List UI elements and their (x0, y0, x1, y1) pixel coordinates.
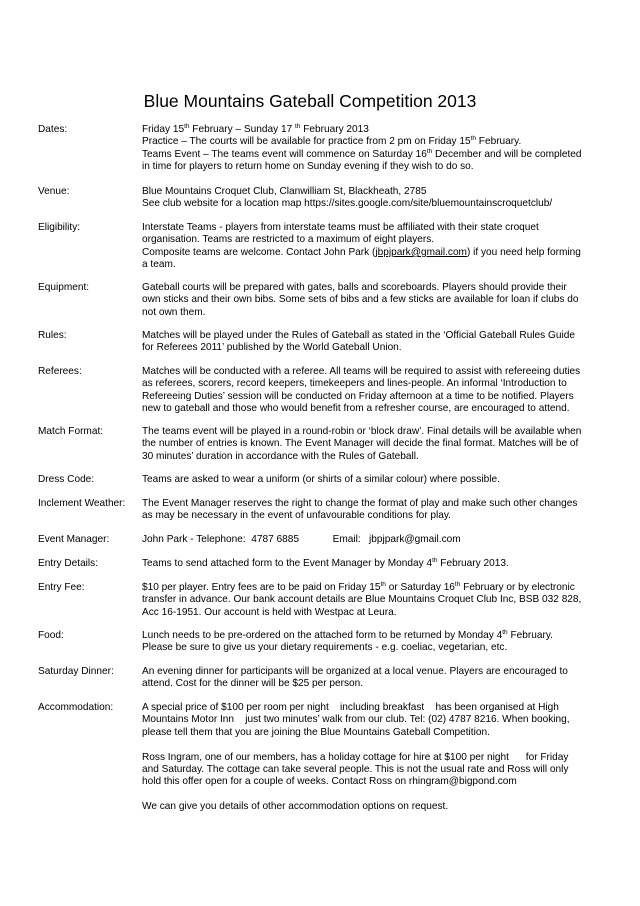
superscript: th (380, 581, 386, 588)
section-label: Saturday Dinner: (38, 666, 114, 677)
text-line (142, 582, 612, 594)
text-line: Matches will be played under the Rules of Gateball as stated in the ‘Official Gateball Rules Guide (142, 330, 575, 341)
text-line (142, 630, 612, 642)
practice-line (142, 136, 612, 148)
text-line: The teams event will be played in a round-robin or ‘block draw’. Final details will be available when (142, 426, 582, 437)
section-content (142, 330, 612, 355)
text-line: Refereeing Duties’ session will be conducted on Friday afternoon at a time to be notified. Players (142, 390, 574, 402)
text: Composite teams are welcome. Contact John Park ( (142, 246, 376, 258)
text: February. (476, 136, 522, 148)
superscript: th (454, 581, 461, 588)
text-line: A special price of $100 per room per night including breakfast has been organised at High (142, 702, 559, 713)
section-label: Dates: (38, 124, 68, 135)
section-content (142, 666, 612, 691)
text-line (142, 558, 612, 570)
text: or Saturday 16 (385, 582, 455, 593)
text-line: Teams are asked to wear a uniform (or shirts of a similar colour) where possible. (142, 474, 500, 485)
text-line: a team. (142, 259, 176, 271)
superscript: th (502, 629, 508, 636)
section-label: Equipment: (38, 282, 90, 293)
section-label: Match Format: (38, 426, 104, 437)
text-line: See club website for a location map https://sites.google.com/site/bluemountainscroquetclub/ (142, 198, 553, 210)
text: ) if you need help forming (466, 246, 581, 258)
text-line: hold this offer open for a couple of weeks. Contact Ross on rhingram@bigpond.com (142, 776, 517, 788)
teams-event-line (142, 149, 612, 161)
text-line: Matches will be conducted with a referee. All teams will be required to assist with refereeing duties (142, 366, 581, 377)
text-line: An evening dinner for participants will be organized at a local venue. Players are encouraged to (142, 666, 568, 677)
section-content (142, 186, 612, 211)
superscript: th (470, 135, 476, 143)
section-content (142, 426, 612, 463)
text: February. (507, 630, 553, 641)
section-content (142, 582, 612, 619)
dates-line (142, 124, 612, 136)
text-line: the number of entries is known. The Event Manager will decide the final format. Matches will be of (142, 438, 579, 450)
text: Lunch needs to be pre-ordered on the attached form to be returned by Monday 4 (142, 630, 503, 641)
text-line: for Referees 2011’ published by the World Gateball Union. (142, 342, 402, 354)
section-label: Event Manager: (38, 534, 110, 545)
section-content (142, 474, 612, 486)
text: February or by electronic (460, 582, 575, 593)
superscript: th (432, 557, 438, 564)
text: February – Sunday 17 (189, 124, 295, 135)
text-line: organisation. Teams are restricted to a maximum of eight players. (142, 234, 435, 246)
text-line: in time for players to return home on Sunday evening if they wish to do so. (142, 161, 474, 173)
section-label: Entry Details: (38, 558, 99, 569)
text-line: and Saturday. The cottage can take several people. This is not the usual rate and Ross will only (142, 764, 569, 776)
paragraph-spacer (142, 789, 612, 801)
contact-line (142, 247, 612, 259)
text-line: Blue Mountains Croquet Club, Clanwilliam St, Blackheath, 2785 (142, 186, 427, 197)
text: Friday 15 (142, 124, 185, 135)
section-label: Accommodation: (38, 702, 114, 713)
section-label: Inclement Weather: (38, 498, 126, 509)
text-line: Gateball courts will be prepared with gates, balls and scoreboards. Players should provide their (142, 282, 567, 293)
text-line: attend. Cost for the dinner will be $25 per person. (142, 678, 364, 690)
superscript: th (426, 147, 433, 155)
section-label: Entry Fee: (38, 582, 85, 593)
text-line: John Park - Telephone: 4787 6885 Email: jbpjpark@gmail.com (142, 534, 461, 545)
section-content (142, 534, 612, 546)
section-content (142, 630, 612, 655)
section-label: Eligibility: (38, 222, 81, 233)
text-line: transfer in advance. Our bank account details are Blue Mountains Croquet Club Inc, BSB 032 828, (142, 594, 582, 606)
section-label: Venue: (38, 186, 70, 197)
page-title: Blue Mountains Gateball Competition 2013 (143, 91, 477, 111)
text: December and will be completed (432, 148, 582, 160)
section-content (142, 702, 612, 814)
text: Teams to send attached form to the Event Manager by Monday 4 (142, 558, 433, 569)
text: February 2013. (437, 558, 509, 569)
text-line: The Event Manager reserves the right to change the format of play and make such other changes (142, 498, 578, 509)
text-line: Ross Ingram, one of our members, has a holiday cottage for hire at $100 per night for Friday (142, 751, 569, 763)
section-label: Food: (38, 630, 64, 641)
text: Practice – The courts will be available for practice from 2 pm on Friday 15 (142, 136, 471, 148)
text-line: as may be necessary in the event of unfavourable conditions for play. (142, 510, 451, 522)
text: $10 per player. Entry fees are to be paid on Friday 15 (142, 582, 381, 593)
superscript: th (295, 123, 301, 130)
section-content (142, 366, 612, 416)
text-line: as referees, scorers, record keepers, timekeepers and lines-people. An informal ‘Introduction to (142, 378, 567, 390)
superscript: th (184, 123, 190, 130)
text-line: please tell them that you are joining the Blue Mountains Gateball Competition. (142, 726, 490, 738)
text-line: 30 minutes’ duration in accordance with the Rules of Gateball. (142, 450, 419, 462)
text: February 2013 (300, 124, 369, 135)
text: Teams Event – The teams event will commence on Saturday 16 (142, 148, 427, 160)
text-line: Mountains Motor Inn just two minutes’ walk from our club. Tel: (02) 4787 8216. When booking, (142, 714, 570, 726)
section-label: Rules: (38, 330, 67, 341)
section-content (142, 498, 612, 523)
text-line: We can give you details of other accommodation options on request. (142, 801, 449, 813)
section-content (142, 222, 612, 272)
text-line: Interstate Teams - players from interstate teams must be affiliated with their state croquet (142, 222, 539, 233)
section-content (142, 558, 612, 570)
section-label: Referees: (38, 366, 82, 377)
text-line: Acc 16-1951. Our account is held with Westpac at Leura. (142, 606, 397, 618)
section-label: Dress Code: (38, 474, 95, 485)
text-line: new to gateball and those who would benefit from a refresher course, are encouraged to attend. (142, 403, 570, 415)
section-content (142, 282, 612, 319)
text-line: not own them. (142, 306, 206, 318)
section-content (142, 124, 612, 174)
email-link[interactable]: jbpjpark@gmail.com (375, 246, 467, 258)
paragraph-spacer (142, 739, 612, 751)
text-line: Please be sure to give us your dietary requirements - e.g. coeliac, vegetarian, etc. (142, 642, 508, 654)
text-line: own sticks and their own bibs. Some sets of bibs and a few sticks are available for loan if clubs do (142, 294, 579, 306)
